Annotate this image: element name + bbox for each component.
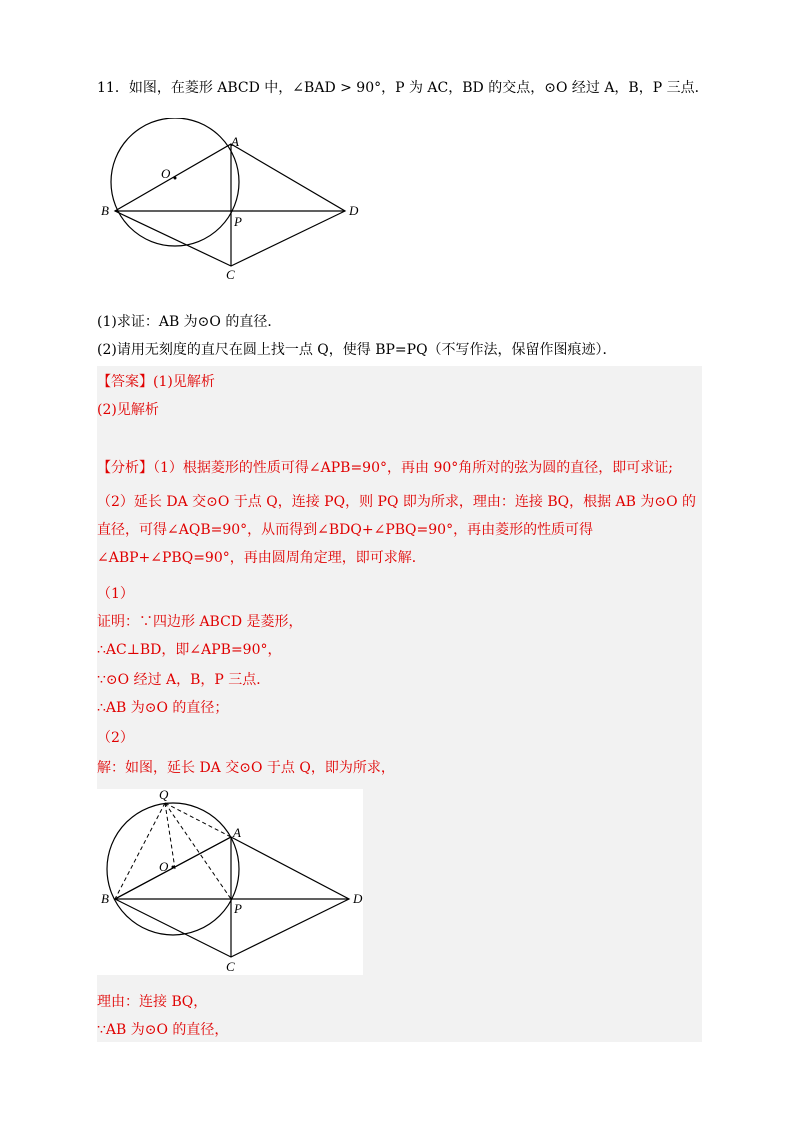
analysis-part2: （2）延长 DA 交⊙O 于点 Q，连接 PQ，则 PQ 即为所求，理由：连接 BQ，根据 AB 为⊙O 的直径，可得∠AQB=90°，从而得到∠BDQ+∠PBQ=90°，再由菱形的性质可得∠ABP+∠PBQ=90°，再由圆周角定理，即可求解． [97,494,697,566]
proof-part2-heading: （2） [97,730,134,746]
rhombus-abcd [115,144,345,266]
center-o [172,866,175,869]
question-part1: (1)求证：AB 为⊙O 的直径． [97,314,282,330]
circle-o [107,803,239,935]
figure-2 [97,789,363,975]
label-c: C [226,959,235,974]
rhombus-abcd [115,837,349,957]
segment-bq [115,803,165,899]
proof-line4: ∴AB 为⊙O 的直径； [97,700,229,716]
answer-block [97,366,702,1042]
proof-line2: ∴AC⊥BD，即∠APB=90°， [97,642,282,658]
answer-line1: 【答案】(1)见解析 [97,374,215,390]
segment-pq [165,803,231,899]
label-q: Q [159,789,169,802]
label-b: B [101,891,109,906]
figure-1 [97,118,377,292]
analysis-part1: 【分析】（1）根据菱形的性质可得∠APB=90°，再由 90°角所对的弦为圆的直径，即可求证; [97,460,673,476]
label-a: A [231,134,239,149]
label-p: P [234,214,242,229]
label-p: P [234,901,242,916]
reason-line2: ∵AB 为⊙O 的直径， [97,1022,229,1038]
reason-line1: 理由：连接 BQ， [97,994,208,1010]
label-d: D [349,203,359,218]
label-a: A [233,825,241,840]
question-text: 11．如图，在菱形 ABCD 中，∠BAD > 90°，P 为 AC，BD 的交点，⊙O 经过 A，B，P 三点． [97,80,709,96]
label-o: O [159,859,169,874]
label-b: B [101,203,109,218]
answer-line2: (2)见解析 [97,402,159,418]
proof-part1-heading: （1） [97,586,134,602]
solution-line1: 解：如图，延长 DA 交⊙O 于点 Q，即为所求， [97,760,395,776]
label-c: C [226,267,235,282]
label-o: O [161,166,171,181]
center-o [174,177,177,180]
proof-line1: 证明：∵四边形 ABCD 是菱形， [97,614,303,630]
circle-o [111,118,239,246]
proof-line3: ∵⊙O 经过 A，B，P 三点． [97,672,271,688]
question-part2: (2)请用无刻度的直尺在圆上找一点 Q，使得 BP=PQ（不写作法，保留作图痕迹）． [97,342,617,358]
label-d: D [353,891,363,906]
